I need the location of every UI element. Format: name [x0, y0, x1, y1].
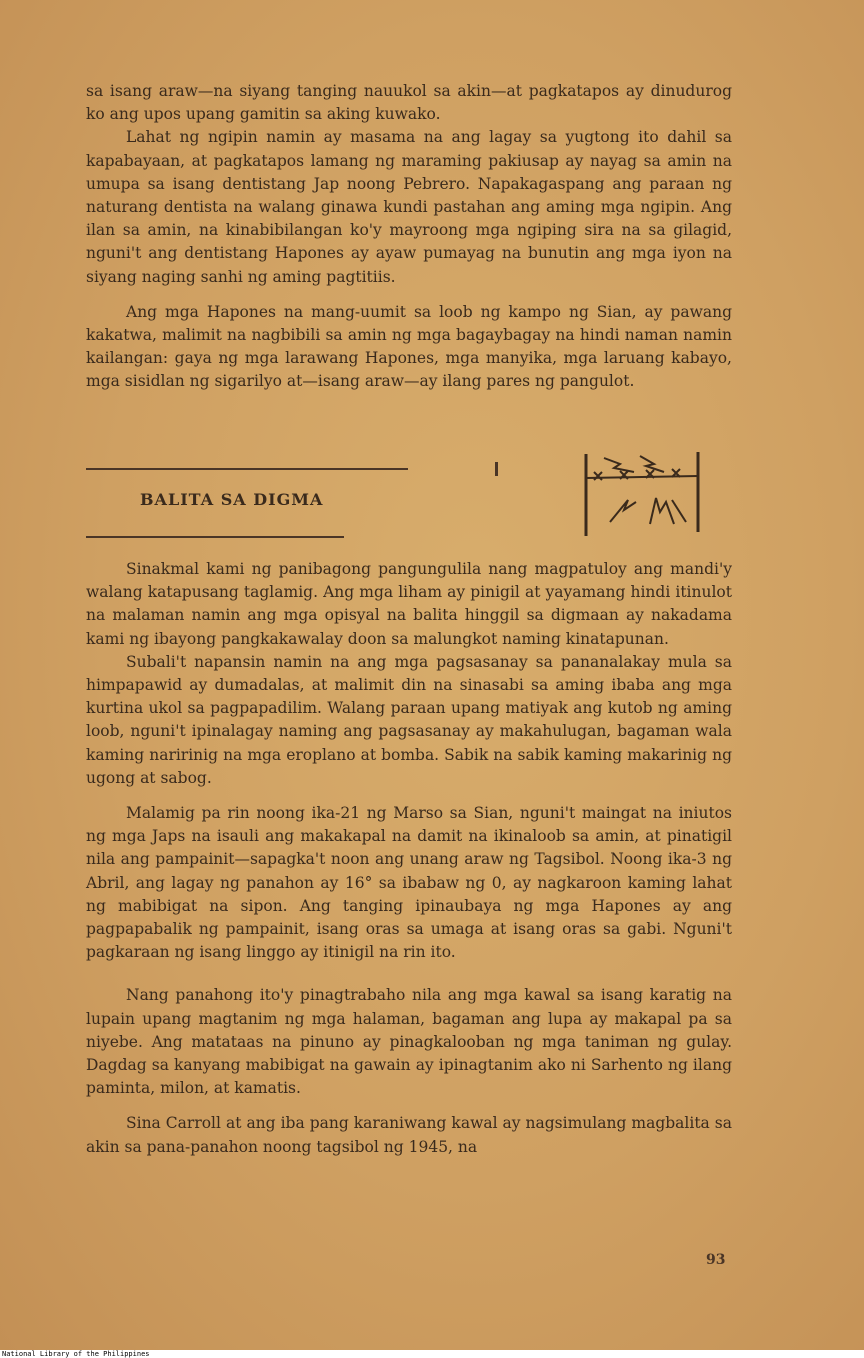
- paragraph-1: sa isang araw—na siyang tanging nauukol sa akin—at pagkatapos ay dinudurog ko ang upos upang gamitin sa aking kuwako.: [86, 82, 732, 124]
- paragraph-4: Sinakmal kami ng panibagong pangungulila nang magpatuloy ang mandi'y walang katapusang taglamig. Ang mga liham ay pinigil at yayamang hindi itinulot na malaman namin ang mga opisyal na balita hinggil sa digmaan ay nakadama kami ng ibayong pangkakawalay doon sa malungkot naming kinatapunan.: [86, 560, 732, 648]
- text-column-top: [86, 80, 732, 394]
- footer-credit: National Library of the Philippines: [2, 1350, 150, 1358]
- paragraph-6: Malamig pa rin noong ika-21 ng Marso sa Sian, nguni't maingat na iniutos ng mga Japs na isauli ang makakapal na damit na ikinaloob sa amin, at pinatigil nila ang pampainit—sapagka't noon ang unang araw ng Tagsibol. Noong ika-3 ng Abril, ang lagay ng panahon ay 16° sa ibabaw ng 0, ay nagkaroon kaming lahat ng mabibigat na sipon. Ang tanging ipinaubaya ng mga Hapones ay ang pagpapabalik ng pampainit, isang oras sa umaga at isang oras sa gabi. Nguni't pagkaraan ng isang linggo ay itinigil na rin ito.: [86, 804, 732, 962]
- section-rule-bottom: [86, 536, 344, 538]
- section-rule-top: [86, 468, 408, 470]
- paragraph-7: Nang panahong ito'y pinagtrabaho nila ang mga kawal sa isang karatig na lupain upang magtanim ng mga halaman, bagaman ang lupa ay makapal pa sa niyebe. Ang matataas na pinuno ay pinagkalooban ng mga taniman ng gulay. Dagdag sa kanyang mabibigat na gawain ay ipinagtanim ako ni Sarhento ng ilang paminta, milon, at kamatis.: [86, 986, 732, 1098]
- paragraph-8: Sina Carroll at ang iba pang karaniwang kawal ay nagsimulang magbalita sa akin sa pana-panahon noong tagsibol ng 1945, na: [86, 1114, 732, 1156]
- text-column-bottom: [86, 558, 732, 1159]
- barbed-wire-emblem-icon: [580, 452, 704, 536]
- section-heading: BALITA SA DIGMA: [140, 490, 324, 509]
- paragraph-3: Ang mga Hapones na mang-uumit sa loob ng kampo ng Sian, ay pawang kakatwa, malimit na nagbibili sa amin ng mga bagaybagay na hindi naman namin kailangan: gaya ng mga larawang Hapones, mga manyika, mga laruang kabayo, mga sisidlan ng sigarilyo at—isang araw—ay ilang pares ng pangulot.: [86, 302, 732, 391]
- paragraph-5: Subali't napansin namin na ang mga pagsasanay sa pananalakay mula sa himpapawid ay dumadalas, at malimit din na sinasabi sa aming ibaba ang mga kurtina ukol sa pagpapadilim. Walang paraan upang matiyak ang kutob ng aming loob, nguni't ipinalagay naming ang pagsasanay ay makahulugan, bagaman wala kaming naririnig na mga eroplano at bomba. Sabik na sabik kaming makarinig ng ugong at sabog.: [86, 652, 732, 787]
- decorative-tick: [495, 462, 498, 476]
- page-number: 93: [706, 1252, 726, 1268]
- paragraph-2: Lahat ng ngipin namin ay masama na ang lagay sa yugtong ito dahil sa kapabayaan, at pagkatapos lamang ng maraming pakiusap ay nayag sa amin na umupa sa isang dentistang Jap noong Pebrero. Napakagaspang ang paraan ng naturang dentista na walang ginawa kundi pastahan ang aming mga ngipin. Ang ilan sa amin, na kinabibilangan ko'y mayroong mga ngiping sira na sa gilagid, nguni't ang dentistang Hapones ay ayaw pumayag na bunutin ang mga iyon na siyang naging sanhi ng aming pagtitiis.: [86, 128, 732, 286]
